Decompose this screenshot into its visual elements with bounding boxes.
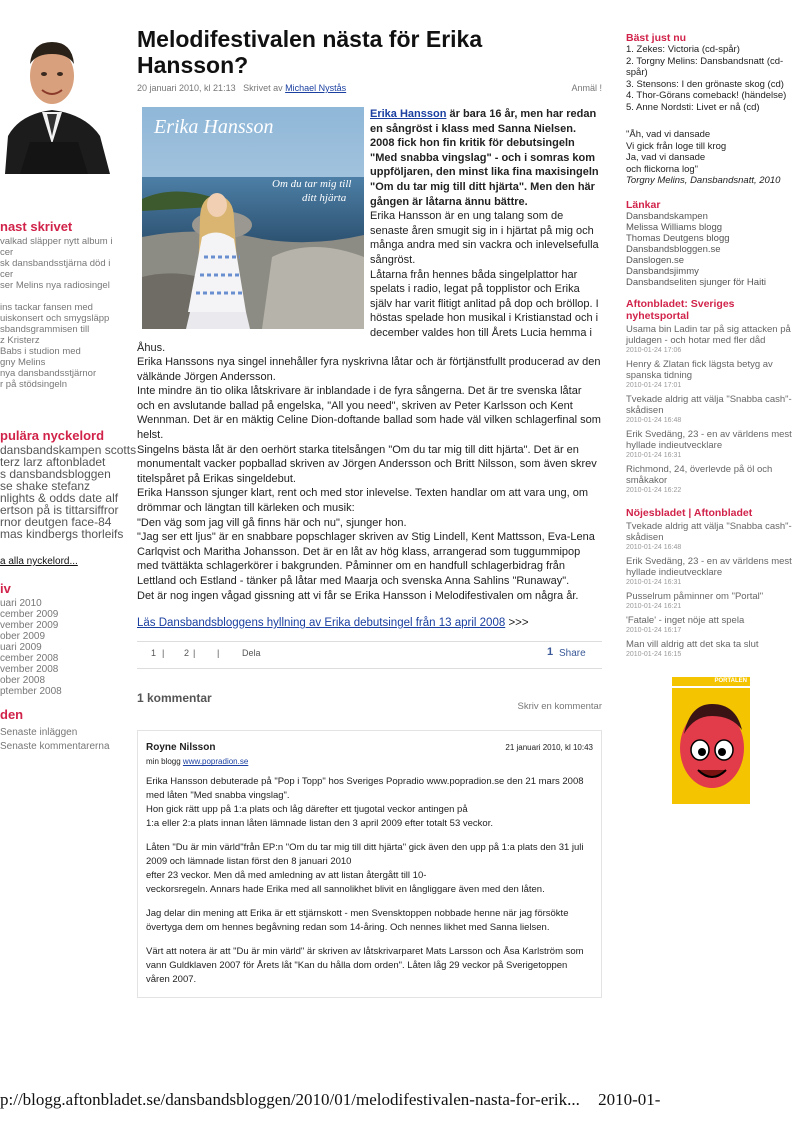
nojesbladet-news-list [626,521,800,659]
paragraph-1: Erika Hansson är en ung talang som de senaste åren smugit sig in i hjärtat på mig och många andra med sin vackra och inlevelsefulla sångröst. [370,210,599,266]
write-comment-link[interactable]: Skriv en kommentar [517,701,602,713]
latest-links [0,726,110,754]
title-line-1: Melodifestivalen nästa för Erika [137,26,483,52]
news-title[interactable]: Henry & Zlatan fick lägsta betyg av spanska tidning [626,358,773,381]
news-item[interactable] [626,324,800,355]
comment-blog: min blogg www.popradion.se [146,757,249,767]
cover-subtitle-2: ditt hjärta [302,192,347,204]
comment-text-1: Erika Hansson debuterade på "Pop i Topp" hos Sveriges Popradio www.popradion.se den 21 mars 2008 med låten "Med snabba vingslag". Hon gick rätt upp på 1:a plats och låg därefter ett tjugotal veckor antingen på 1:a eller 2:a plats innan låten lämnade listan den 3 april 2009 efter totalt 53 veckor. [146,776,584,830]
recent-post-link[interactable]: r på stödsingeln [0,379,68,390]
share-button[interactable]: Share [559,648,586,660]
news-title[interactable]: Tvekade aldrig att välja "Snabba cash"-skådisen [626,520,792,543]
comment-text-2: Låten "Du är min värld"från EP:n "Om du tar mig till ditt hjärta" gick även den upp på 1:a plats den 31 juli 2009 och lämnade listan först den 8 januari 2010 efter 23 veckor. Men då med amledning av att listan återgått till 10- veckorsregeln. Annars hade Erika med all sannolikhet blivit en långliggare även med den låten. [146,842,584,896]
share-count: 1 [547,646,554,659]
external-link[interactable]: Dansbandsjimmy [626,265,699,277]
tag-link[interactable]: s dansbandsbloggen [0,467,111,481]
recent-post-link[interactable] [0,291,112,302]
news-title[interactable]: Erik Svedäng, 23 - en av världens mest hyllade indieutvecklare [626,555,792,578]
external-link[interactable]: Dansbandskampen [626,210,708,222]
comment-date: 21 januari 2010, kl 10:43 [505,743,593,753]
news-date: 2010-01-24 16:48 [626,543,682,551]
left-sidebar [0,0,137,780]
external-link[interactable]: Thomas Deutgens blogg [626,232,730,244]
news-title[interactable]: 'Fatale' - inget nöje att spela [626,614,745,626]
paragraph-4: Inte mindre än tio olika låtskrivare är inblandade i de fyra sångerna. Det är tre svenska låtar och en avslutande ballad på engelska, "All you need", skriven av Peter Karlsson och Kent Wennman. Det är en mäktig Celine Dion-doftande ballad som hade väl vilken schlagerfinal som helst. [137,385,601,442]
quote-line: "Åh, vad vi dansade [626,129,711,140]
share-bar: 1 | 2 | | Dela 1 Share [137,641,602,669]
quote-source: Torgny Melins, Dansbandsnatt, 2010 [626,175,781,186]
blogger-photo [0,24,112,174]
hot-list-item: 2. Torgny Melins: Dansbandsnatt (cd- [626,55,784,67]
print-date: 2010-01- [598,1090,661,1109]
latest-link[interactable]: Senaste inläggen [0,727,78,738]
hot-list-item: 3. Stensons: I den grönaste skog (cd) [626,78,784,90]
recent-posts-title: nast skrivet [0,219,73,234]
news-item[interactable] [626,429,800,460]
news-item[interactable] [626,591,800,611]
article-body [137,107,602,603]
album-cover-image [142,107,364,329]
hot-list-item: 5. Anne Nordsti: Livet er nå (cd) [626,101,760,113]
tag-link[interactable]: ertson på is tittarsiffror [0,503,119,517]
comment-text-3: Jag delar din mening att Erika är ett stjärnskott - men Svensktoppen nobbade henne när jag försökte övertyga dem om hennes begåvning redan som 14-åring. Och nennes likhet med Sanna lielsen. [146,908,569,934]
hot-list-item: 4. Thor-Görans comeback! (händelse) [626,90,787,101]
debut-single-link[interactable]: Läs Dansbandsbloggens hyllning av Erika debutsingel från 13 april 2008 [137,617,506,630]
news-date: 2010-01-24 17:01 [626,381,682,389]
recent-post-link[interactable]: ser Melins nya radiosingel [0,280,110,291]
recent-post-link[interactable]: Babs i studion med [0,346,81,357]
news-title[interactable]: Erik Svedäng, 23 - en av världens mest hyllade indieutvecklare [626,428,792,451]
archive-month-link[interactable]: uari 2009 [0,642,42,653]
print-url: p://blogg.aftonbladet.se/dansbandsbloggen/2010/01/melodifestivalen-nasta-for-erik... [0,1090,580,1109]
portal-badge[interactable] [672,677,750,804]
tag-cloud [0,444,136,540]
article-title [137,26,602,78]
news-date: 2010-01-24 16:48 [626,416,682,424]
news-title[interactable]: Pusselrum påminner om "Portal" [626,590,764,602]
aftonbladet-title: Aftonbladet: Sveriges nyhetsportal [626,297,735,322]
comment-author: Royne Nilsson [146,742,216,754]
recent-post-link[interactable]: z Kristerz [0,335,40,346]
more-link-row [137,617,602,629]
recent-posts-list [0,236,112,390]
news-item[interactable] [626,615,800,635]
aftonbladet-news-list [626,324,800,495]
paragraph-9: Det är nog ingen vågad gissning att vi får se Erika Hansson i Melodifestivalen om några år. [137,589,579,602]
external-link[interactable]: Dansbandsbloggen.se [626,243,721,255]
page-1-link[interactable]: 1 [151,648,157,659]
news-date: 2010-01-24 16:21 [626,602,682,610]
paragraph-3: Erika Hanssons nya singel innehåller fyra nyskrivna låtar och är förtjänstfullt producerad av den välkände Jörgen Andersson. [137,356,601,383]
comment-item [137,730,602,998]
hot-now-list [626,44,800,113]
archive-title: iv [0,581,11,596]
latest-title: den [0,707,24,722]
news-title[interactable]: Usama bin Ladin tar på sig attacken på juldagen - och hotar med fler dåd [626,323,791,346]
comments-heading: 1 kommentar [137,691,212,706]
intro-paragraph: Erika Hansson är bara 16 år, men har redan en sångröst i klass med Sanna Nielsen. 2008 fick hon fin kritik för debutsingeln "Med snabba vingslag" - och i somras kom uppföljaren, den minst lika fina maxisingeln "Om du tar mig till ditt hjärta". Men den här gången är låtarna ännu bättre. [370,108,599,208]
recent-post-link[interactable]: sbandsgrammisen till [0,324,90,335]
tag-link[interactable]: rnor deutgen face-84 [0,515,112,529]
news-item[interactable] [626,394,800,425]
paragraph-8: "Jag ser ett ljus" är en snabbare popschlager skriven av Stig Lindell, Kent Mattsson, Eva-Lena Carlqvist och Maritha Johansson. Det är en låt av hög klass, arrangerad som tuggummipop med tvättäkta schlagerkörer i bakgrunden. Påminner om en handfull schlagerbidrag från Lettland och Estland - tänker på låtar med Maarja och svenska Anna Sahlins "Runaway". [137,531,595,587]
quote-block [626,129,800,175]
cover-subtitle-1: Om du tar mig till [272,178,352,190]
written-by-label: Skrivet av [243,83,283,93]
news-date: 2010-01-24 16:31 [626,578,682,586]
links-title: Länkar [626,198,661,211]
more-arrows: >>> [508,617,529,630]
comment-blog-link[interactable]: www.popradion.se [182,757,249,767]
tag-link[interactable]: mas kindbergs thorleifs [0,527,124,541]
title-line-2: Hansson? [137,52,249,78]
quote-line: och flickorna log" [626,163,699,175]
tag-link[interactable]: se shake stefanz [0,479,91,493]
paragraph-5: Singelns bästa låt är den oerhört starka titelsången "Om du tar mig till ditt hjärta". Det är en monumentalt vacker popballad skriven av Jörgen Andersson och Britt Nilsson, som även skrev titelspåret på Erikas singeldebut. [137,443,597,485]
nojesbladet-title: Nöjesbladet | Aftonbladet [626,506,753,519]
external-link[interactable]: Dansbandseliten sjunger för Haiti [626,276,766,288]
recent-post-link[interactable]: ins tackar fansen med [0,302,93,313]
dela-link[interactable]: Dela [242,648,261,659]
all-tags-link[interactable]: a alla nyckelord... [0,556,78,567]
main-article [137,26,602,998]
cover-title: Erika Hansson [154,116,274,138]
news-date: 2010-01-24 17:06 [626,346,682,354]
hot-list-item: 1. Zekes: Victoria (cd-spår) [626,44,740,55]
news-title[interactable]: Man vill aldrig att det ska ta slut [626,638,759,650]
news-item[interactable] [626,639,800,659]
portal-badge-label: PORTALEN [672,677,750,686]
hot-now-title: Bäst just nu [626,32,687,44]
archive-month-link[interactable]: cember 2008 [0,653,59,664]
quote-line: Ja, vad vi dansade [626,152,706,163]
archive-list [0,598,62,697]
quote-line: Vi gick från loge till krog [626,140,727,152]
archive-month-link[interactable]: vember 2008 [0,664,59,675]
recent-post-link[interactable]: uiskonsert och smygsläpp [0,313,110,324]
face-mascot-icon [672,688,750,804]
article-date: 20 januari 2010, kl 21:13 [137,83,236,93]
recent-post-link[interactable]: nya dansbandsstjärnor [0,368,97,379]
archive-month-link[interactable]: cember 2009 [0,609,59,620]
news-item[interactable] [626,359,800,390]
archive-month-link[interactable]: vember 2009 [0,620,59,631]
news-date: 2010-01-24 16:22 [626,486,682,494]
archive-month-link[interactable]: uari 2010 [0,598,42,609]
author-link[interactable]: Michael Nystås [285,83,347,93]
exclamation-icon: ! [599,83,602,93]
recent-post-link[interactable]: gny Melins [0,357,46,368]
news-date: 2010-01-24 16:31 [626,451,682,459]
news-title[interactable]: Richmond, 24, överlevde på öl och småkakor [626,463,773,486]
paragraph-2: Låtarna från hennes båda singelplattor har spelats i radio, legat på topplistor och Erika själv har varit flitigt anlitad på dop och bröllop. I höstas spelade hon musikal i Kristianstad och i december valdes hon till Årets Lucia hemma i Åhus. [137,268,599,354]
archive-month-link[interactable]: ober 2009 [0,631,46,642]
report-link[interactable]: Anmäl ! [571,83,602,93]
popular-tags-title: pulära nyckelord [0,428,105,443]
recent-post-link[interactable]: valkad släpper nytt album i [0,236,113,247]
external-link[interactable]: Danslogen.se [626,254,685,266]
recent-post-link[interactable]: cer [0,269,14,280]
article-meta [137,83,602,95]
news-date: 2010-01-24 16:17 [626,626,682,634]
recent-post-link[interactable]: cer [0,247,14,258]
archive-month-link[interactable]: ober 2008 [0,675,46,686]
artist-link[interactable]: Erika Hansson [370,108,447,120]
archive-month-link[interactable]: ptember 2008 [0,686,62,697]
news-date: 2010-01-24 16:15 [626,650,682,658]
comment-text-4: Värt att notera är att "Du är min värld" är skriven av låtskrivarparet Mats Larsson och Åsa Karlström som vann Guldklaven 2007 för Årets låt "Kan du hålla dom orden". Låten låg 29 veckor på Sverigetoppen våren 2007. [146,946,584,986]
tag-link[interactable]: nlights & odds date alf [0,491,119,505]
latest-link[interactable]: Senaste kommentarerna [0,741,110,752]
tag-link[interactable]: terz larz aftonbladet [0,455,106,469]
recent-post-link[interactable]: sk dansbandsstjärna död i [0,258,111,269]
news-item[interactable] [626,464,800,495]
paragraph-6: Erika Hansson sjunger klart, rent och med stor inlevelse. Texten handlar om att vara ung, om drömmar och längtan till kärleken och musik: [137,487,589,515]
tag-link[interactable]: dansbandskampen scotts [0,443,137,457]
external-link[interactable]: Melissa Williams blogg [626,221,723,233]
print-footer [0,1090,800,1110]
hot-list-item: spår) [626,67,648,78]
news-item[interactable] [626,521,800,552]
news-item[interactable] [626,556,800,587]
links-list [626,211,800,288]
news-title[interactable]: Tvekade aldrig att välja "Snabba cash"-skådisen [626,393,792,416]
right-sidebar [626,32,800,804]
paragraph-7: "Den väg som jag vill gå finns här och nu", sjunger hon. [137,516,407,529]
page-2-link[interactable]: 2 [184,648,190,659]
